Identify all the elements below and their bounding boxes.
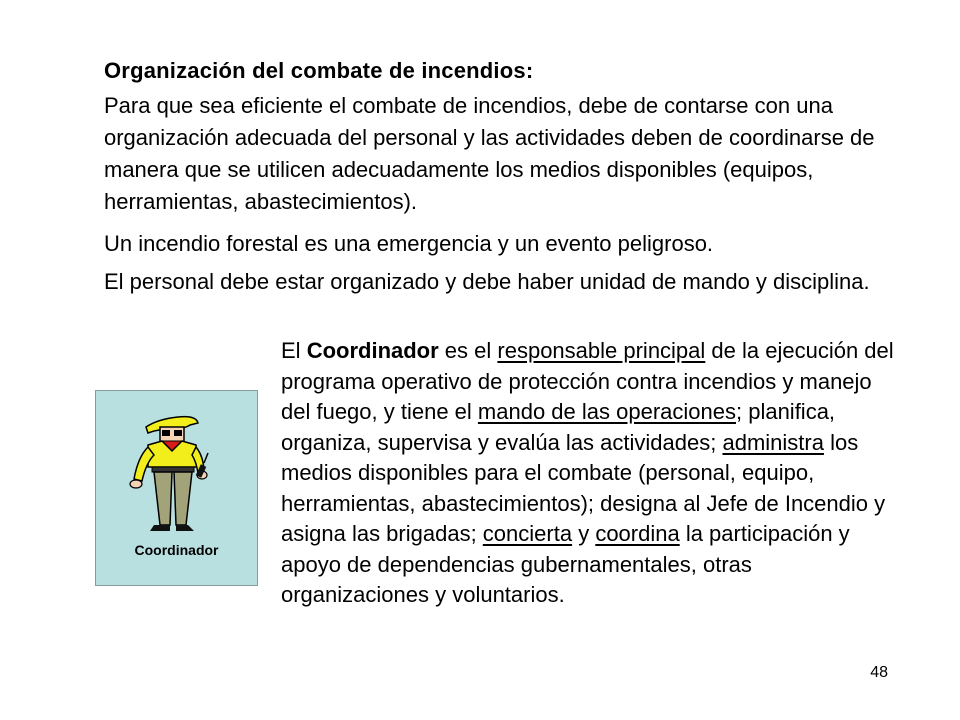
text-run: los medios disponibles para el combate (personal, equipo, herramientas, abastecimientos); designa al Jefe de Incendio y asigna las brigadas; (281, 429, 886, 546)
text-run: la participación y apoyo de dependencias gubernamentales, otras organizaciones y voluntarios. (281, 521, 850, 607)
underlined-term: coordina (595, 521, 680, 546)
page-number: 48 (870, 664, 888, 681)
paragraph-organization: Para que sea eficiente el combate de incendios, debe de contarse con una organización adecuada del personal y las actividades deben de coordinarse de manera que se utilicen adecuadamente los medios disponibles (equipos, herramientas, abastecimientos). (104, 93, 875, 214)
paragraph-emergency: Un incendio forestal es una emergencia y un evento peligroso. (104, 231, 714, 256)
underlined-term: administra (722, 429, 824, 455)
text-run: es el (438, 338, 498, 363)
coordinator-figure-icon (118, 405, 228, 545)
paragraph-discipline: El personal debe estar organizado y debe haber unidad de mando y disciplina. (104, 269, 870, 294)
section-heading: Organización del combate de incendios: (104, 58, 534, 83)
text-run: y (572, 521, 596, 546)
coordinator-description (281, 336, 901, 611)
coordinator-label: Coordinador (134, 542, 219, 558)
coordinator-card (95, 390, 258, 586)
text-run: de la ejecución del programa operativo de protección contra incendios y manejo del fuego, y tiene el (281, 338, 894, 424)
underlined-term: mando de las operaciones (477, 399, 736, 424)
text-run: El (281, 338, 307, 363)
underlined-term: concierta (482, 521, 573, 546)
text-run: ; planifica, organiza, supervisa y evalúa las actividades; (281, 399, 836, 455)
coordinator-term: Coordinador (306, 338, 439, 363)
underlined-term: responsable principal (497, 338, 706, 363)
